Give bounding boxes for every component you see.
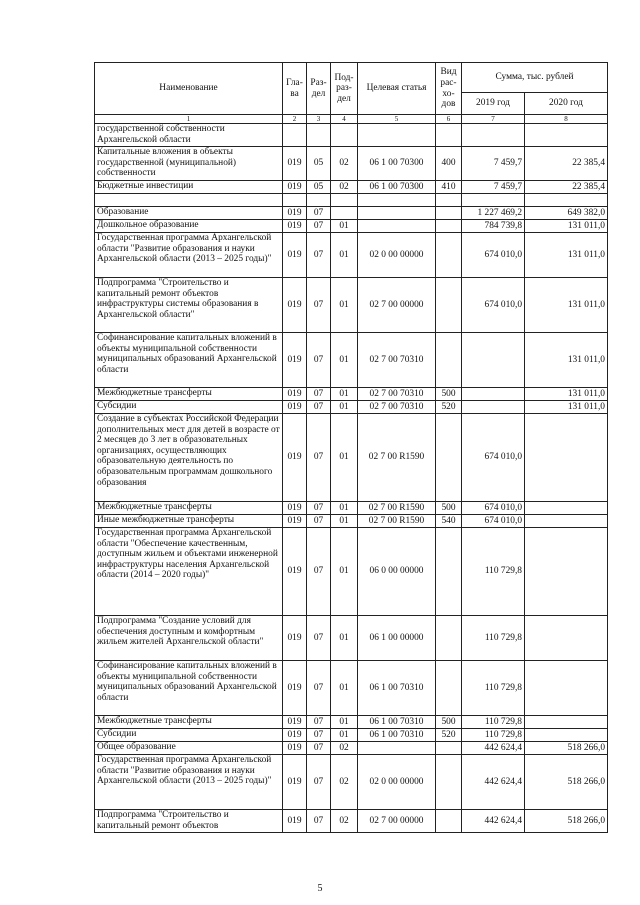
row-target-cell: 02 7 00 00000 — [358, 810, 436, 833]
row-name-cell: государственной собственности Архангельской области — [95, 124, 283, 147]
row-section-cell: 07 — [307, 755, 331, 810]
row-2019-cell: 784 739,8 — [462, 220, 525, 233]
table-row — [95, 528, 608, 616]
row-subsection-cell: 01 — [331, 401, 358, 414]
row-name-cell: Подпрограмма "Строительство и капитальный ремонт объектов — [95, 810, 283, 833]
row-exp-type-cell: 500 — [436, 388, 462, 401]
row-section-cell: 05 — [307, 147, 331, 181]
row-2020-cell: 22 385,4 — [525, 147, 608, 181]
row-chapter-cell: 019 — [283, 233, 307, 278]
row-exp-type-cell — [436, 333, 462, 388]
row-2019-cell — [462, 124, 525, 147]
row-chapter-cell: 019 — [283, 742, 307, 755]
column-index-row — [95, 115, 608, 124]
table-row — [95, 220, 608, 233]
row-subsection-cell: 01 — [331, 233, 358, 278]
row-section-cell: 07 — [307, 388, 331, 401]
row-chapter-cell: 019 — [283, 515, 307, 528]
row-subsection-cell: 01 — [331, 502, 358, 515]
row-2019-cell: 110 729,8 — [462, 729, 525, 742]
row-name-cell: Межбюджетные трансферты — [95, 388, 283, 401]
row-chapter-cell: 019 — [283, 528, 307, 616]
row-name-cell: Создание в субъектах Российской Федерации дополнительных мест для детей в возрасте от 2 месяцев до 3 лет в образовательных организациях, осуществляющих образовательную деятельность по образовательным программам дошкольного образования — [95, 414, 283, 502]
row-target-cell: 02 7 00 R1590 — [358, 502, 436, 515]
row-exp-type-cell — [436, 278, 462, 333]
table-row — [95, 333, 608, 388]
row-exp-type-cell — [436, 742, 462, 755]
row-section-cell: 07 — [307, 716, 331, 729]
row-subsection-cell: 02 — [331, 181, 358, 194]
row-2020-cell — [525, 194, 608, 207]
row-2020-cell — [525, 616, 608, 661]
row-chapter-cell: 019 — [283, 716, 307, 729]
row-name-cell: Государственная программа Архангельской области "Развитие образования и науки Архангельской области (2013 – 2025 годы)" — [95, 755, 283, 810]
row-exp-type-cell — [436, 616, 462, 661]
table-row — [95, 414, 608, 502]
row-2020-cell — [525, 729, 608, 742]
row-exp-type-cell: 410 — [436, 181, 462, 194]
row-subsection-cell: 01 — [331, 388, 358, 401]
row-subsection-cell: 02 — [331, 147, 358, 181]
row-name-cell: Дошкольное образование — [95, 220, 283, 233]
row-exp-type-cell — [436, 194, 462, 207]
row-2019-cell — [462, 388, 525, 401]
row-target-cell: 02 7 00 00000 — [358, 278, 436, 333]
column-index: 3 — [307, 115, 331, 124]
row-exp-type-cell: 540 — [436, 515, 462, 528]
row-2019-cell — [462, 401, 525, 414]
table-row — [95, 207, 608, 220]
row-chapter-cell: 019 — [283, 729, 307, 742]
row-2019-cell: 442 624,4 — [462, 755, 525, 810]
row-2020-cell — [525, 528, 608, 616]
row-name-cell: Софинансирование капитальных вложений в объекты муниципальной собственности муниципальных образований Архангельской области — [95, 661, 283, 716]
row-chapter-cell: 019 — [283, 181, 307, 194]
row-2020-cell — [525, 502, 608, 515]
row-subsection-cell: 01 — [331, 278, 358, 333]
row-subsection-cell: 01 — [331, 414, 358, 502]
row-2020-cell: 131 011,0 — [525, 220, 608, 233]
col-header-name: Наименование — [95, 63, 283, 115]
row-name-cell: Субсидии — [95, 401, 283, 414]
col-header-2019: 2019 год — [462, 93, 525, 115]
row-section-cell: 07 — [307, 220, 331, 233]
row-2020-cell: 518 266,0 — [525, 742, 608, 755]
row-exp-type-cell: 520 — [436, 401, 462, 414]
row-section-cell: 07 — [307, 401, 331, 414]
row-subsection-cell: 01 — [331, 729, 358, 742]
row-exp-type-cell: 520 — [436, 729, 462, 742]
row-exp-type-cell — [436, 661, 462, 716]
row-2020-cell: 22 385,4 — [525, 181, 608, 194]
col-header-chapter: Гла-ва — [283, 63, 307, 115]
row-chapter-cell: 019 — [283, 414, 307, 502]
row-target-cell: 02 7 00 70310 — [358, 401, 436, 414]
row-name-cell: Капитальные вложения в объекты государственной (муниципальной) собственности — [95, 147, 283, 181]
table-row — [95, 124, 608, 147]
row-target-cell: 02 7 00 70310 — [358, 388, 436, 401]
table-row — [95, 147, 608, 181]
row-section-cell: 07 — [307, 278, 331, 333]
row-section-cell: 05 — [307, 181, 331, 194]
row-name-cell: Межбюджетные трансферты — [95, 502, 283, 515]
row-exp-type-cell: 500 — [436, 716, 462, 729]
table-row — [95, 716, 608, 729]
row-chapter-cell: 019 — [283, 207, 307, 220]
table-row — [95, 401, 608, 414]
column-index: 4 — [331, 115, 358, 124]
row-section-cell: 07 — [307, 810, 331, 833]
row-chapter-cell: 019 — [283, 388, 307, 401]
col-header-target: Целевая статья — [358, 63, 436, 115]
row-subsection-cell — [331, 124, 358, 147]
row-subsection-cell: 02 — [331, 810, 358, 833]
row-subsection-cell: 01 — [331, 716, 358, 729]
row-name-cell: Межбюджетные трансферты — [95, 716, 283, 729]
row-2019-cell: 674 010,0 — [462, 502, 525, 515]
row-chapter-cell: 019 — [283, 616, 307, 661]
row-target-cell: 06 1 00 70310 — [358, 661, 436, 716]
row-target-cell: 02 0 00 00000 — [358, 233, 436, 278]
column-index: 5 — [358, 115, 436, 124]
row-2020-cell: 131 011,0 — [525, 278, 608, 333]
row-2019-cell — [462, 194, 525, 207]
row-target-cell: 02 0 00 00000 — [358, 755, 436, 810]
row-target-cell: 06 1 00 70300 — [358, 181, 436, 194]
table-row — [95, 233, 608, 278]
page-number: 5 — [317, 883, 323, 894]
row-2020-cell: 518 266,0 — [525, 810, 608, 833]
row-2019-cell: 442 624,4 — [462, 810, 525, 833]
row-subsection-cell — [331, 207, 358, 220]
row-chapter-cell: 019 — [283, 502, 307, 515]
row-2019-cell: 7 459,7 — [462, 181, 525, 194]
column-index: 6 — [436, 115, 462, 124]
table-row — [95, 616, 608, 661]
row-2019-cell: 1 227 469,2 — [462, 207, 525, 220]
row-target-cell: 06 1 00 00000 — [358, 616, 436, 661]
row-chapter-cell: 019 — [283, 401, 307, 414]
row-2020-cell — [525, 414, 608, 502]
row-name-cell: Иные межбюджетные трансферты — [95, 515, 283, 528]
row-target-cell — [358, 220, 436, 233]
table-row — [95, 755, 608, 810]
row-target-cell: 02 7 00 R1590 — [358, 515, 436, 528]
row-name-cell: Общее образование — [95, 742, 283, 755]
row-subsection-cell: 01 — [331, 515, 358, 528]
row-2020-cell: 518 266,0 — [525, 755, 608, 810]
row-subsection-cell — [331, 194, 358, 207]
row-chapter-cell: 019 — [283, 147, 307, 181]
row-2019-cell: 110 729,8 — [462, 616, 525, 661]
row-2019-cell — [462, 333, 525, 388]
table-header-row — [95, 63, 608, 93]
row-section-cell: 07 — [307, 207, 331, 220]
table-row — [95, 515, 608, 528]
column-index: 2 — [283, 115, 307, 124]
row-section-cell: 07 — [307, 742, 331, 755]
row-2020-cell — [525, 124, 608, 147]
row-chapter-cell: 019 — [283, 661, 307, 716]
row-section-cell: 07 — [307, 515, 331, 528]
row-2019-cell: 7 459,7 — [462, 147, 525, 181]
row-2020-cell: 131 011,0 — [525, 388, 608, 401]
row-target-cell: 06 0 00 00000 — [358, 528, 436, 616]
table-row — [95, 742, 608, 755]
row-target-cell — [358, 207, 436, 220]
budget-table — [94, 62, 608, 833]
row-2019-cell: 674 010,0 — [462, 515, 525, 528]
column-index: 1 — [95, 115, 283, 124]
row-exp-type-cell — [436, 233, 462, 278]
row-chapter-cell — [283, 124, 307, 147]
row-2019-cell: 110 729,8 — [462, 716, 525, 729]
row-chapter-cell — [283, 194, 307, 207]
row-chapter-cell: 019 — [283, 333, 307, 388]
row-2020-cell: 649 382,0 — [525, 207, 608, 220]
row-subsection-cell: 01 — [331, 220, 358, 233]
row-target-cell: 02 7 00 70310 — [358, 333, 436, 388]
row-section-cell: 07 — [307, 729, 331, 742]
row-section-cell: 07 — [307, 333, 331, 388]
row-exp-type-cell — [436, 207, 462, 220]
row-exp-type-cell: 500 — [436, 502, 462, 515]
row-name-cell: Образование — [95, 207, 283, 220]
row-chapter-cell: 019 — [283, 220, 307, 233]
row-2020-cell — [525, 716, 608, 729]
row-exp-type-cell — [436, 414, 462, 502]
row-subsection-cell: 01 — [331, 616, 358, 661]
row-name-cell: Подпрограмма "Создание условий для обеспечения доступным и комфортным жильем жителей Архангельской области" — [95, 616, 283, 661]
row-section-cell: 07 — [307, 233, 331, 278]
row-name-cell: Субсидии — [95, 729, 283, 742]
row-target-cell: 06 1 00 70310 — [358, 729, 436, 742]
row-2019-cell: 674 010,0 — [462, 278, 525, 333]
row-exp-type-cell — [436, 528, 462, 616]
row-2019-cell: 110 729,8 — [462, 528, 525, 616]
row-section-cell: 07 — [307, 528, 331, 616]
row-exp-type-cell: 400 — [436, 147, 462, 181]
row-subsection-cell: 01 — [331, 661, 358, 716]
table-row — [95, 810, 608, 833]
row-2020-cell: 131 011,0 — [525, 401, 608, 414]
row-2019-cell: 674 010,0 — [462, 233, 525, 278]
row-target-cell: 02 7 00 R1590 — [358, 414, 436, 502]
row-2020-cell — [525, 661, 608, 716]
row-2020-cell — [525, 515, 608, 528]
row-name-cell: Государственная программа Архангельской области "Обеспечение качественным, доступным жильем и объектами инженерной инфраструктуры населения Архангельской области (2014 – 2020 годы)" — [95, 528, 283, 616]
col-header-sum: Сумма, тыс. рублей — [462, 63, 608, 93]
row-section-cell: 07 — [307, 502, 331, 515]
row-section-cell: 07 — [307, 616, 331, 661]
table-row — [95, 388, 608, 401]
col-header-section: Раз-дел — [307, 63, 331, 115]
row-section-cell — [307, 124, 331, 147]
table-row — [95, 729, 608, 742]
row-section-cell — [307, 194, 331, 207]
row-chapter-cell: 019 — [283, 278, 307, 333]
row-target-cell — [358, 124, 436, 147]
row-exp-type-cell — [436, 755, 462, 810]
row-name-cell: Софинансирование капитальных вложений в объекты муниципальной собственности муниципальных образований Архангельской области — [95, 333, 283, 388]
row-chapter-cell: 019 — [283, 810, 307, 833]
row-name-cell — [95, 194, 283, 207]
row-subsection-cell: 01 — [331, 528, 358, 616]
col-header-exp-type: Вид рас-хо-дов — [436, 63, 462, 115]
row-2019-cell: 442 624,4 — [462, 742, 525, 755]
table-row — [95, 661, 608, 716]
row-exp-type-cell — [436, 220, 462, 233]
row-2020-cell: 131 011,0 — [525, 233, 608, 278]
row-section-cell: 07 — [307, 661, 331, 716]
col-header-subsection: Под-раз-дел — [331, 63, 358, 115]
row-section-cell: 07 — [307, 414, 331, 502]
table-row — [95, 502, 608, 515]
row-target-cell — [358, 194, 436, 207]
row-exp-type-cell — [436, 124, 462, 147]
row-chapter-cell: 019 — [283, 755, 307, 810]
row-target-cell — [358, 742, 436, 755]
table-row — [95, 278, 608, 333]
row-subsection-cell: 02 — [331, 755, 358, 810]
column-index: 8 — [525, 115, 608, 124]
row-subsection-cell: 01 — [331, 333, 358, 388]
row-name-cell: Государственная программа Архангельской области "Развитие образования и науки Архангельской области (2013 – 2025 годы)" — [95, 233, 283, 278]
table-body — [95, 124, 608, 833]
table-row — [95, 181, 608, 194]
row-exp-type-cell — [436, 810, 462, 833]
table-row — [95, 194, 608, 207]
row-target-cell: 06 1 00 70300 — [358, 147, 436, 181]
row-name-cell: Подпрограмма "Строительство и капитальный ремонт объектов инфраструктуры системы образования в Архангельской области" — [95, 278, 283, 333]
col-header-2020: 2020 год — [525, 93, 608, 115]
row-target-cell: 06 1 00 70310 — [358, 716, 436, 729]
row-subsection-cell: 02 — [331, 742, 358, 755]
row-2019-cell: 110 729,8 — [462, 661, 525, 716]
row-2020-cell: 131 011,0 — [525, 333, 608, 388]
row-name-cell: Бюджетные инвестиции — [95, 181, 283, 194]
column-index: 7 — [462, 115, 525, 124]
row-2019-cell: 674 010,0 — [462, 414, 525, 502]
